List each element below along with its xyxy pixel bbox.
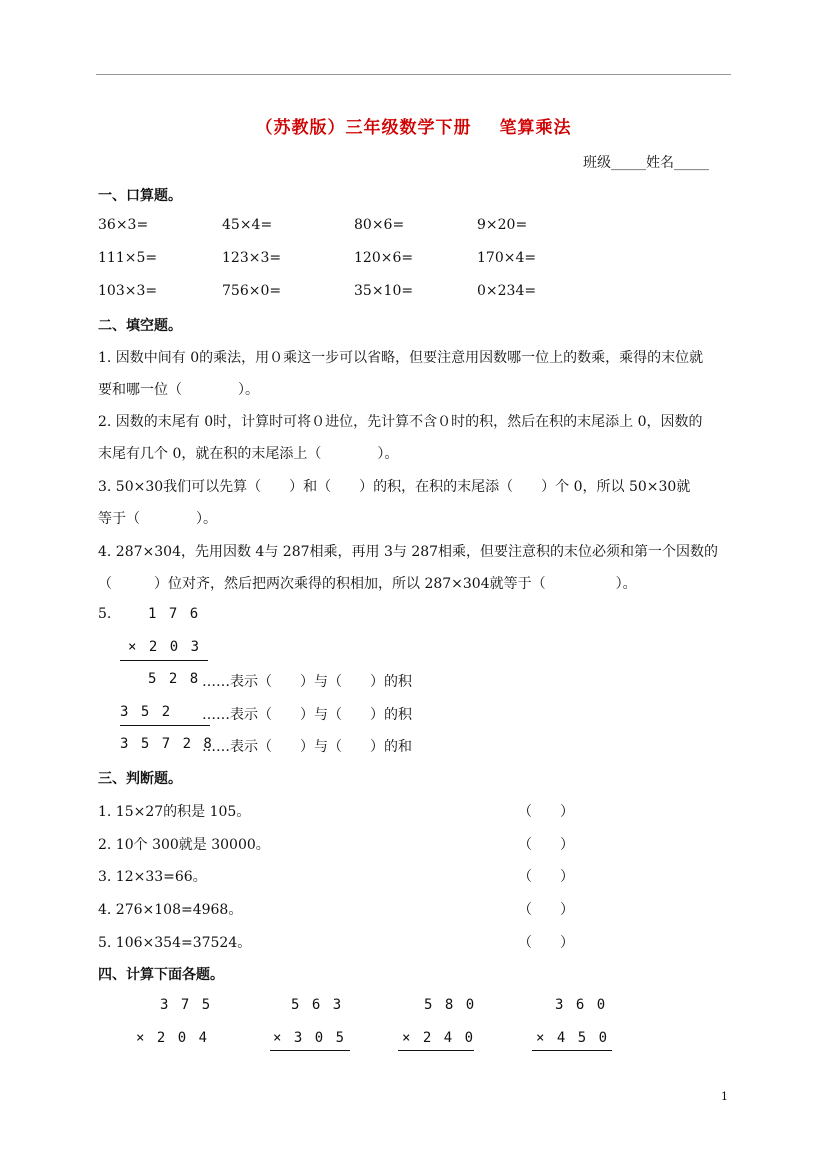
fill-question-3: 3. 50×30我们可以先算（ ）和（ ）的积，在积的末尾添（ ）个 0，所以 50×30就 [98, 479, 691, 495]
section-4-heading: 四、计算下面各题。 [98, 967, 224, 983]
fill-question-1-cont: 要和哪一位（ ）。 [98, 382, 259, 398]
q5-underline [120, 660, 208, 661]
oral-calc-item: 0×234= [477, 283, 537, 299]
fill-question-5-number: 5. [98, 606, 112, 622]
judge-item: 3. 12×33=66。 [98, 869, 207, 885]
section-3-heading: 三、判断题。 [98, 771, 182, 787]
judge-answer-paren[interactable]: （ ） [518, 804, 574, 820]
fill-question-3-cont: 等于（ ）。 [98, 511, 217, 527]
page-title [0, 113, 827, 138]
calc-problem-underline [532, 1050, 612, 1051]
q5-partial-product-1: 5 2 8 [148, 671, 201, 687]
judge-answer-paren[interactable]: （ ） [518, 935, 574, 951]
fill-question-1: 1. 因数中间有 0的乘法，用０乘这一步可以省略，但要注意用因数哪一位上的数乘，乘得的末位就 [98, 350, 704, 366]
judge-item: 5. 106×354=37524。 [98, 935, 252, 951]
oral-calc-item: 111×5= [98, 250, 158, 266]
calc-problem-multiplicand: 5 8 0 [424, 997, 477, 1013]
oral-calc-item: 36×3= [98, 217, 149, 233]
oral-calc-item: 123×3= [222, 250, 282, 266]
calc-problem-multiplicand: 3 7 5 [160, 997, 213, 1013]
q5-product: 3 5 7 2 8 [120, 736, 214, 752]
judge-answer-paren[interactable]: （ ） [518, 837, 574, 853]
header-rule [96, 74, 731, 75]
judge-answer-paren[interactable]: （ ） [518, 902, 574, 918]
oral-calc-item: 35×10= [354, 283, 414, 299]
class-name-line: 班级_____姓名_____ [583, 155, 709, 171]
calc-problem-multiplier: × 3 0 5 [273, 1030, 347, 1046]
q5-multiplier: × 2 0 3 [128, 639, 202, 655]
oral-calc-item: 756×0= [222, 283, 282, 299]
section-2-heading: 二、填空题。 [98, 318, 182, 334]
oral-calc-item: 170×4= [477, 250, 537, 266]
q5-product-text: ……表示（ ）与（ ）的和 [202, 739, 412, 755]
calc-problem-underline [270, 1050, 350, 1051]
q5-multiplicand: 1 7 6 [148, 606, 201, 622]
page-number: 1 [721, 1090, 728, 1103]
calc-problem-multiplier: × 2 4 0 [402, 1030, 476, 1046]
section-1-heading: 一、口算题。 [98, 188, 182, 204]
calc-problem-underline [398, 1050, 474, 1051]
calc-problem-multiplicand: 3 6 0 [555, 997, 608, 1013]
title-main: （苏教版）三年级数学下册 [255, 118, 472, 138]
q5-partial-product-1-text: ……表示（ ）与（ ）的积 [202, 674, 412, 690]
calc-problem-multiplier: × 4 5 0 [536, 1030, 610, 1046]
oral-calc-item: 9×20= [477, 217, 528, 233]
q5-underline-2 [120, 725, 210, 726]
judge-item: 4. 276×108=4968。 [98, 902, 243, 918]
calc-problem-multiplier: × 2 0 4 [136, 1030, 210, 1046]
fill-question-4: 4. 287×304，先用因数 4与 287相乘，再用 3与 287相乘，但要注意积的末位必须和第一个因数的 [98, 544, 719, 560]
title-topic: 笔算乘法 [499, 118, 572, 138]
fill-question-4-cont: （ ）位对齐，然后把两次乘得的积相加，所以 287×304就等于（ ）。 [98, 576, 637, 592]
oral-calc-item: 103×3= [98, 283, 158, 299]
q5-partial-product-2-text: ……表示（ ）与（ ）的积 [202, 707, 412, 723]
oral-calc-item: 45×4= [222, 217, 273, 233]
judge-item: 2. 10个 300就是 30000。 [98, 837, 270, 853]
fill-question-2-cont: 末尾有几个 0，就在积的末尾添上（ ）。 [98, 446, 399, 462]
fill-question-2: 2. 因数的末尾有 0时，计算时可将０进位，先计算不含０时的积，然后在积的末尾添上 0，因数的 [98, 414, 703, 430]
oral-calc-item: 80×6= [354, 217, 405, 233]
oral-calc-item: 120×6= [354, 250, 414, 266]
judge-answer-paren[interactable]: （ ） [518, 869, 574, 885]
judge-item: 1. 15×27的积是 105。 [98, 804, 251, 820]
calc-problem-multiplicand: 5 6 3 [291, 997, 344, 1013]
q5-partial-product-2: 3 5 2 [120, 704, 173, 720]
